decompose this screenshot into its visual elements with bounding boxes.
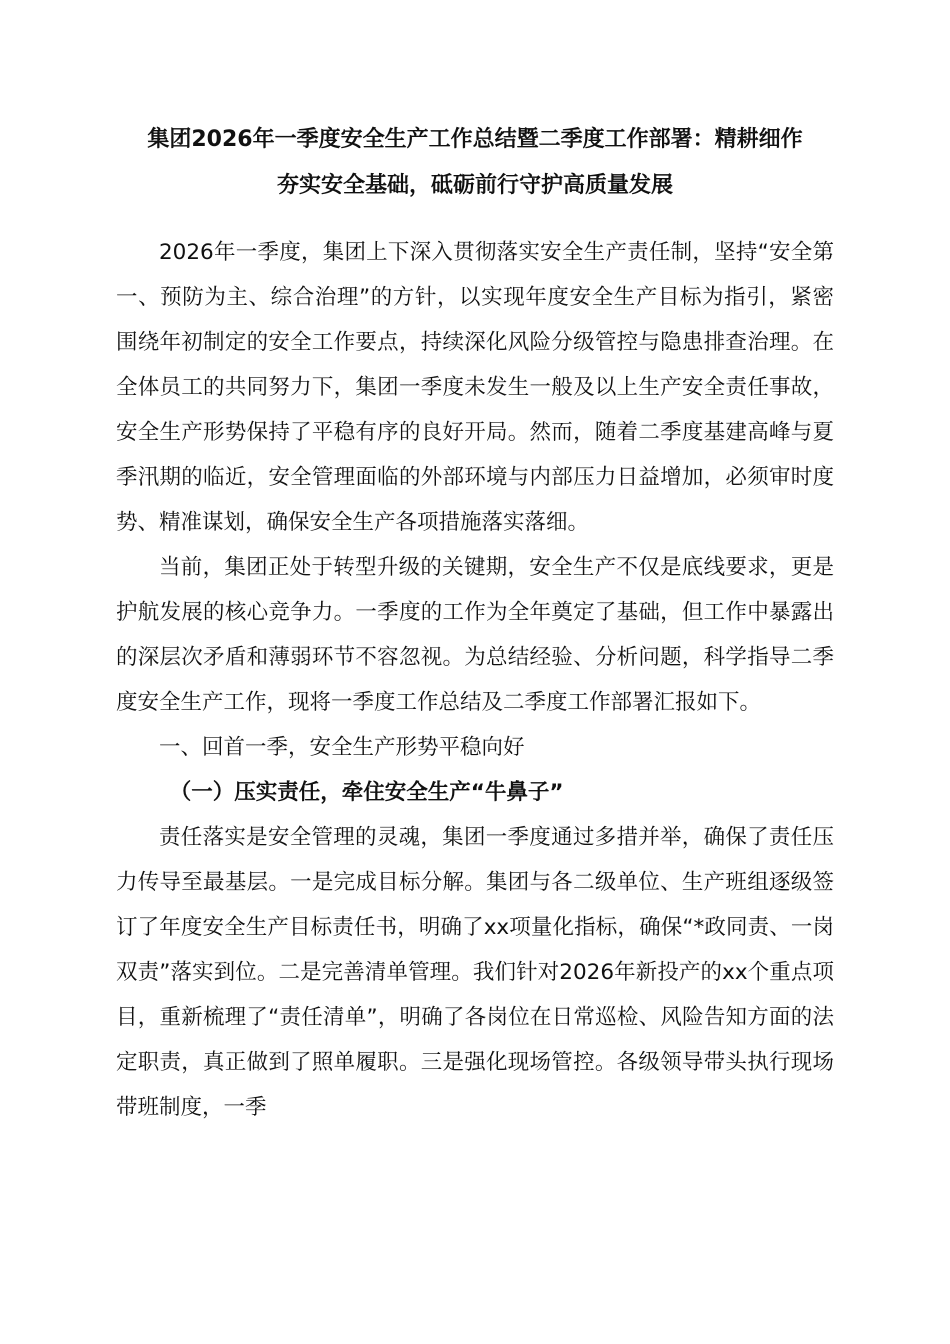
intro-paragraph: 2026年一季度，集团上下深入贯彻落实安全生产责任制，坚持“安全第一、预防为主、综合治理”的方针，以实现年度安全生产目标为指引，紧密围绕年初制定的安全工作要点，持续深化风险分级管控与隐患排查治理。在全体员工的共同努力下，集团一季度未发生一般及以上生产安全责任事故，安全生产形势保持了平稳有序的良好开局。然而，随着二季度基建高峰与夏季汛期的临近，安全管理面临的外部环境与内部压力日益增加，必须审时度势、精准谋划，确保安全生产各项措施落实落细。 [116, 240, 834, 535]
document-body [116, 230, 834, 1130]
subsection-paragraph: 责任落实是安全管理的灵魂，集团一季度通过多措并举，确保了责任压力传导至最基层。一是完成目标分解。集团与各二级单位、生产班组逐级签订了年度安全生产目标责任书，明确了xx项量化指标，确保“*政同责、一岗双责”落实到位。二是完善清单管理。我们针对2026年新投产的xx个重点项目，重新梳理了“责任清单”，明确了各岗位在日常巡检、风险告知方面的法定职责，真正做到了照单履职。三是强化现场管控。各级领导带头执行现场带班制度，一季 [116, 825, 834, 1120]
document-title-line-1: 集团2026年一季度安全生产工作总结暨二季度工作部署：精耕细作 [147, 127, 803, 152]
document-title-line-2: 夯实安全基础，砥砺前行守护高质量发展 [276, 173, 673, 198]
context-paragraph: 当前，集团正处于转型升级的关键期，安全生产不仅是底线要求，更是护航发展的核心竞争力。一季度的工作为全年奠定了基础，但工作中暴露出的深层次矛盾和薄弱环节不容忽视。为总结经验、分析问题，科学指导二季度安全生产工作，现将一季度工作总结及二季度工作部署汇报如下。 [116, 555, 834, 715]
section-heading: 一、回首一季，安全生产形势平稳向好 [159, 735, 525, 760]
subsection-heading: （一）压实责任，牵住安全生产“牛鼻子” [169, 780, 564, 805]
